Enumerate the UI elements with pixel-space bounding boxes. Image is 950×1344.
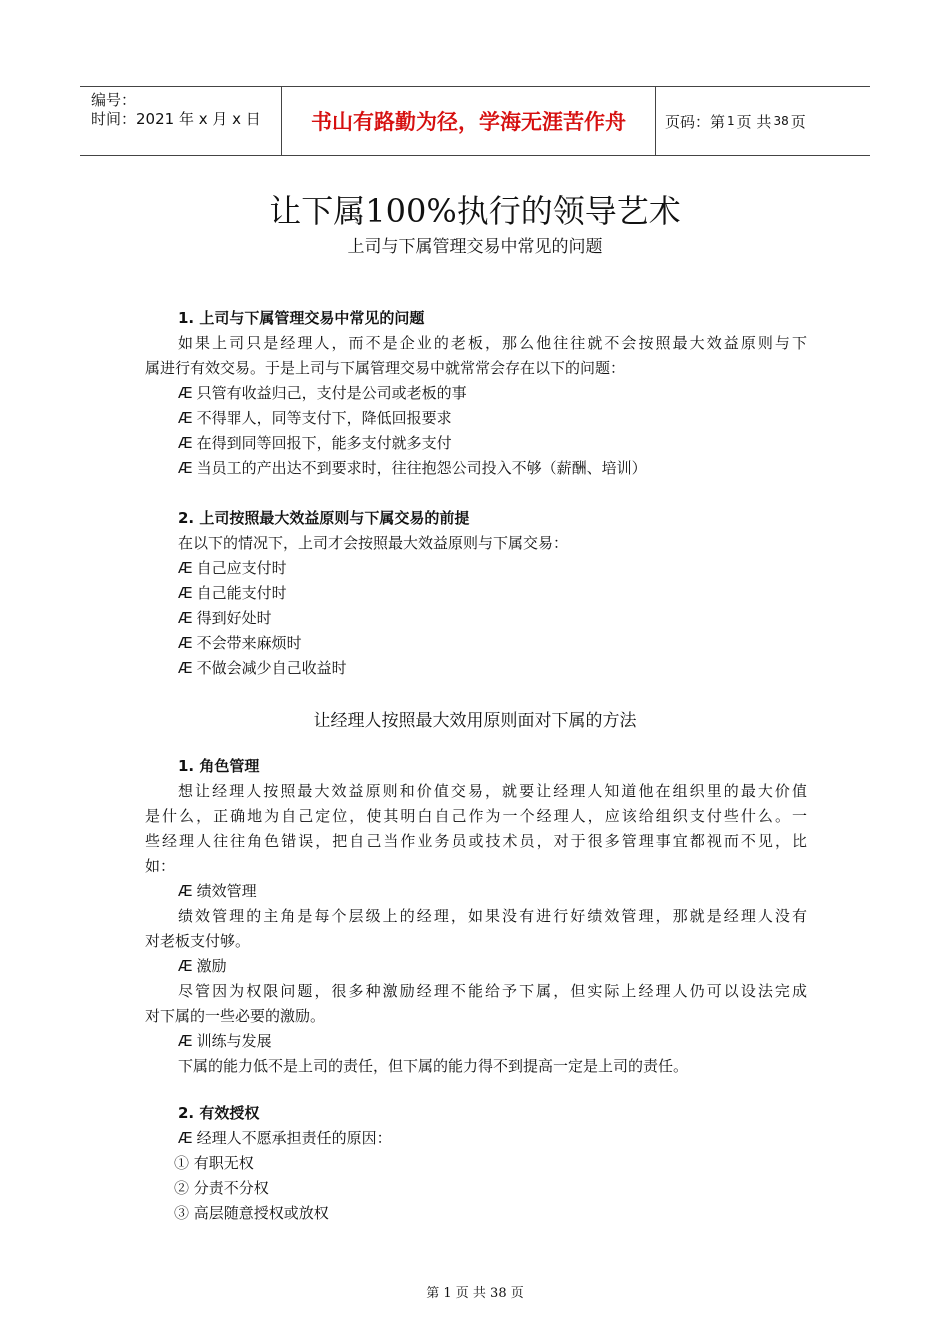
section-center-heading: 让经理人按照最大效用原则面对下属的方法 <box>313 711 637 731</box>
header-meta <box>80 87 280 155</box>
bullet-text: 得到好处时 <box>196 609 272 627</box>
bullet-text: 不得罪人，同等支付下，降低回报要求 <box>196 409 452 427</box>
section2-para: 在以下的情况下，上司才会按照最大效益原则与下属交易： <box>178 534 569 552</box>
bullet-marker: Æ <box>178 384 193 402</box>
section1-para-line1: 如果上司只是经理人，而不是企业的老板，那么他往往就不会按照最大效益原则与下 <box>178 334 807 352</box>
section1-bullet-1 <box>178 383 467 403</box>
document-header <box>80 86 870 156</box>
bullet-text: 在得到同等回报下，能多支付就多支付 <box>196 434 452 452</box>
page-number: 1 <box>727 114 735 128</box>
time-label: 时间：2021 年 x 月 x 日 <box>91 110 261 128</box>
section4-heading: 2. 有效授权 <box>178 1104 260 1122</box>
section3-para-line2: 是什么，正确地为自己定位，使其明白自己作为一个经理人，应该给组织支付些什么。一 <box>145 807 807 825</box>
bullet-marker: Æ <box>178 659 193 677</box>
section2-bullet-3 <box>178 608 272 628</box>
section3-incentive-line1: 尽管因为权限问题，很多种激励经理不能给予下属，但实际上经理人仍可以设法完成 <box>178 982 807 1000</box>
bullet-text: 不会带来麻烦时 <box>196 634 302 652</box>
header-motto: 书山有路勤为径，学海无涯苦作舟 <box>281 87 656 155</box>
section1-para-line2: 属进行有效交易。于是上司与下属管理交易中就常常会存在以下的问题： <box>145 359 626 377</box>
page-total: 38 <box>773 114 789 128</box>
bullet-marker: Æ <box>178 634 193 652</box>
bullet-text: 训练与发展 <box>196 1032 272 1050</box>
section2-heading: 2. 上司按照最大效益原则与下属交易的前提 <box>178 509 470 527</box>
section3-para-line3: 些经理人往往角色错误，把自己当作业务员或技术员，对于很多管理事宜都视而不见，比 <box>145 832 807 850</box>
section4-item-2: ② 分责不分权 <box>174 1179 269 1197</box>
bullet-marker: Æ <box>178 559 193 577</box>
page-mid-label: 页 共 <box>736 112 772 131</box>
number-label: 编号： <box>91 91 137 109</box>
section1-heading: 1. 上司与下属管理交易中常见的问题 <box>178 309 425 327</box>
page-footer: 第 1 页 共 38 页 <box>426 1286 524 1301</box>
section3-para-line1: 想让经理人按照最大效益原则和价值交易，就要让经理人知道他在组织里的最大价值 <box>178 782 807 800</box>
document-title: 让下属100%执行的领导艺术 <box>269 192 681 230</box>
bullet-marker: Æ <box>178 957 193 975</box>
page-label: 页码：第 <box>665 112 726 131</box>
bullet-marker: Æ <box>178 409 193 427</box>
bullet-text: 不做会减少自己收益时 <box>196 659 347 677</box>
section3-incentive-line2: 对下属的一些必要的激励。 <box>145 1007 326 1025</box>
bullet-marker: Æ <box>178 1129 193 1147</box>
section2-bullet-1 <box>178 558 287 578</box>
section3-bullet-performance <box>178 881 257 901</box>
document-subtitle: 上司与下属管理交易中常见的问题 <box>347 237 603 257</box>
bullet-marker: Æ <box>178 459 193 477</box>
section3-heading: 1. 角色管理 <box>178 757 260 775</box>
bullet-text: 当员工的产出达不到要求时，往往抱怨公司投入不够（薪酬、培训） <box>196 459 647 477</box>
section2-bullet-2 <box>178 583 287 603</box>
section3-performance-line2: 对老板支付够。 <box>145 932 251 950</box>
bullet-marker: Æ <box>178 584 193 602</box>
section3-training-line1: 下属的能力低不是上司的责任，但下属的能力得不到提高一定是上司的责任。 <box>178 1057 689 1075</box>
section2-bullet-4 <box>178 633 302 653</box>
section4-item-1: ① 有职无权 <box>174 1154 254 1172</box>
section1-bullet-4 <box>178 458 647 478</box>
section3-bullet-incentive <box>178 956 227 976</box>
bullet-text: 自己应支付时 <box>196 559 287 577</box>
bullet-marker: Æ <box>178 609 193 627</box>
section1-bullet-2 <box>178 408 452 428</box>
bullet-marker: Æ <box>178 882 193 900</box>
bullet-marker: Æ <box>178 1032 193 1050</box>
bullet-text: 激励 <box>196 957 227 975</box>
section3-performance-line1: 绩效管理的主角是每个层级上的经理，如果没有进行好绩效管理，那就是经理人没有 <box>178 907 807 925</box>
section3-bullet-training <box>178 1031 272 1051</box>
section3-para-line4: 如： <box>145 857 176 875</box>
bullet-marker: Æ <box>178 434 193 452</box>
header-page-info <box>655 87 870 155</box>
section4-bullet <box>178 1128 392 1148</box>
bullet-text: 只管有收益归己，支付是公司或老板的事 <box>196 384 467 402</box>
bullet-text: 经理人不愿承担责任的原因： <box>196 1129 392 1147</box>
section4-item-3: ③ 高层随意授权或放权 <box>174 1204 329 1222</box>
page-end-label: 页 <box>790 112 806 131</box>
section1-bullet-3 <box>178 433 452 453</box>
bullet-text: 绩效管理 <box>196 882 257 900</box>
section2-bullet-5 <box>178 658 347 678</box>
bullet-text: 自己能支付时 <box>196 584 287 602</box>
